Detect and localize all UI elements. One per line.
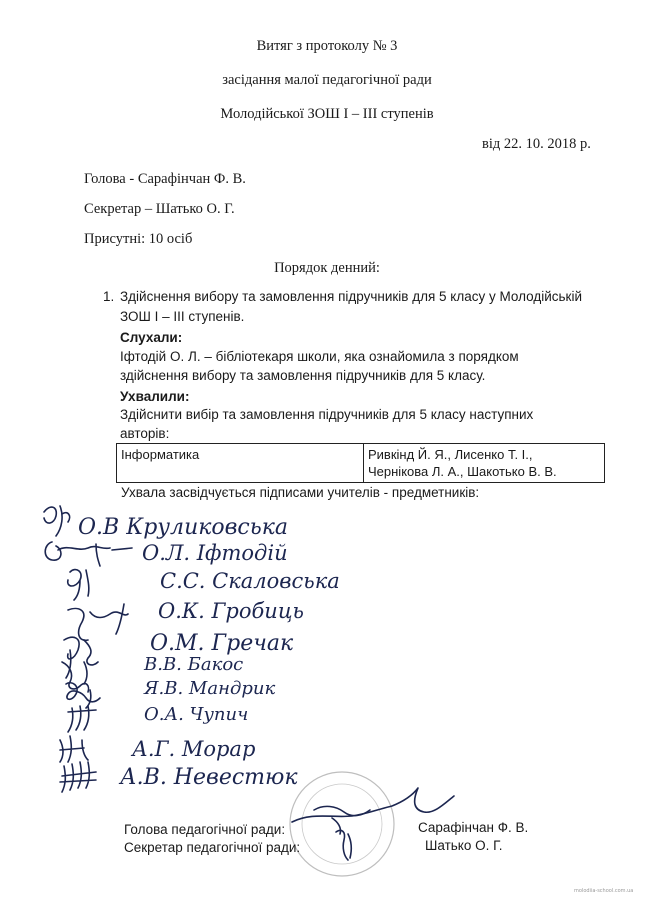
signature-2 xyxy=(45,541,287,566)
svg-text:А.Г. Морар: А.Г. Морар xyxy=(132,737,256,761)
svg-text:О.М. Гречак: О.М. Гречак xyxy=(150,631,294,656)
chair-line: Голова - Сарафінчан Ф. В. xyxy=(84,171,246,187)
authors-cell xyxy=(364,444,605,483)
heard-text: Іфтодій О. Л. – бібліотекаря школи, яка ознайомила з порядком xyxy=(120,349,519,364)
authors-line: Ривкінд Й. Я., Лисенко Т. І., xyxy=(368,447,533,462)
agenda-item-number: 1. xyxy=(103,289,115,304)
svg-text:А.В. Невестюк: А.В. Невестюк xyxy=(120,765,298,790)
heard-label: Слухали: xyxy=(120,330,183,345)
agenda-title: Порядок денний: xyxy=(274,260,380,276)
svg-text:О.А. Чупич: О.А. Чупич xyxy=(144,704,249,725)
signature-1 xyxy=(44,506,288,540)
secretary-signature-label: Секретар педагогічної ради: xyxy=(124,840,301,855)
agenda-item-text: Здійснення вибору та замовлення підручників для 5 класу у Молодійській xyxy=(120,289,582,304)
svg-text:С.С. Скаловська: С.С. Скаловська xyxy=(160,569,340,593)
agenda-item-text-cont: ЗОШ І – ІІІ ступенів. xyxy=(120,309,245,324)
school-name: Молодійської ЗОШ І – ІІІ ступенів xyxy=(220,106,434,122)
certification-text: Ухвала засвідчується підписами учителів - предметників: xyxy=(121,485,480,500)
authors-line: Чернікова Л. А., Шакотько В. В. xyxy=(368,464,557,479)
svg-text:О.Л. Іфтодій: О.Л. Іфтодій xyxy=(142,541,288,565)
secretary-signature-mark xyxy=(330,822,370,872)
secretary-name: Шатько О. Г. xyxy=(425,838,503,853)
chair-signature-label: Голова педагогічної ради: xyxy=(124,822,286,837)
heard-text-cont: здійснення вибору та замовлення підручників для 5 класу. xyxy=(120,368,486,383)
meeting-date: від 22. 10. 2018 р. xyxy=(482,136,591,152)
resolved-label: Ухвалили: xyxy=(120,389,190,404)
signature-8 xyxy=(68,704,248,732)
watermark: molodiia-school.com.ua xyxy=(574,888,634,894)
resolved-text-cont: авторів: xyxy=(120,426,170,441)
textbook-table xyxy=(116,443,605,483)
resolved-text: Здійснити вибір та замовлення підручників для 5 класу наступних xyxy=(120,407,534,422)
present-line: Присутні: 10 осіб xyxy=(84,231,193,247)
subject-cell: Інформатика xyxy=(117,444,364,483)
chair-name: Сарафінчан Ф. В. xyxy=(418,820,529,835)
svg-text:Я.В. Мандрик: Я.В. Мандрик xyxy=(144,678,276,699)
table-row xyxy=(117,444,605,483)
document-title: Витяг з протоколу № 3 xyxy=(256,38,398,54)
signature-3 xyxy=(68,569,340,600)
document-subtitle: засідання малої педагогічної ради xyxy=(222,72,432,88)
svg-text:О.К. Гробиць: О.К. Гробиць xyxy=(158,599,304,623)
svg-text:В.В. Бакос: В.В. Бакос xyxy=(144,654,244,675)
signature-9 xyxy=(60,736,255,762)
secretary-line: Секретар – Шатько О. Г. xyxy=(84,201,235,217)
svg-text:О.В Круликовська: О.В Круликовська xyxy=(78,515,288,540)
